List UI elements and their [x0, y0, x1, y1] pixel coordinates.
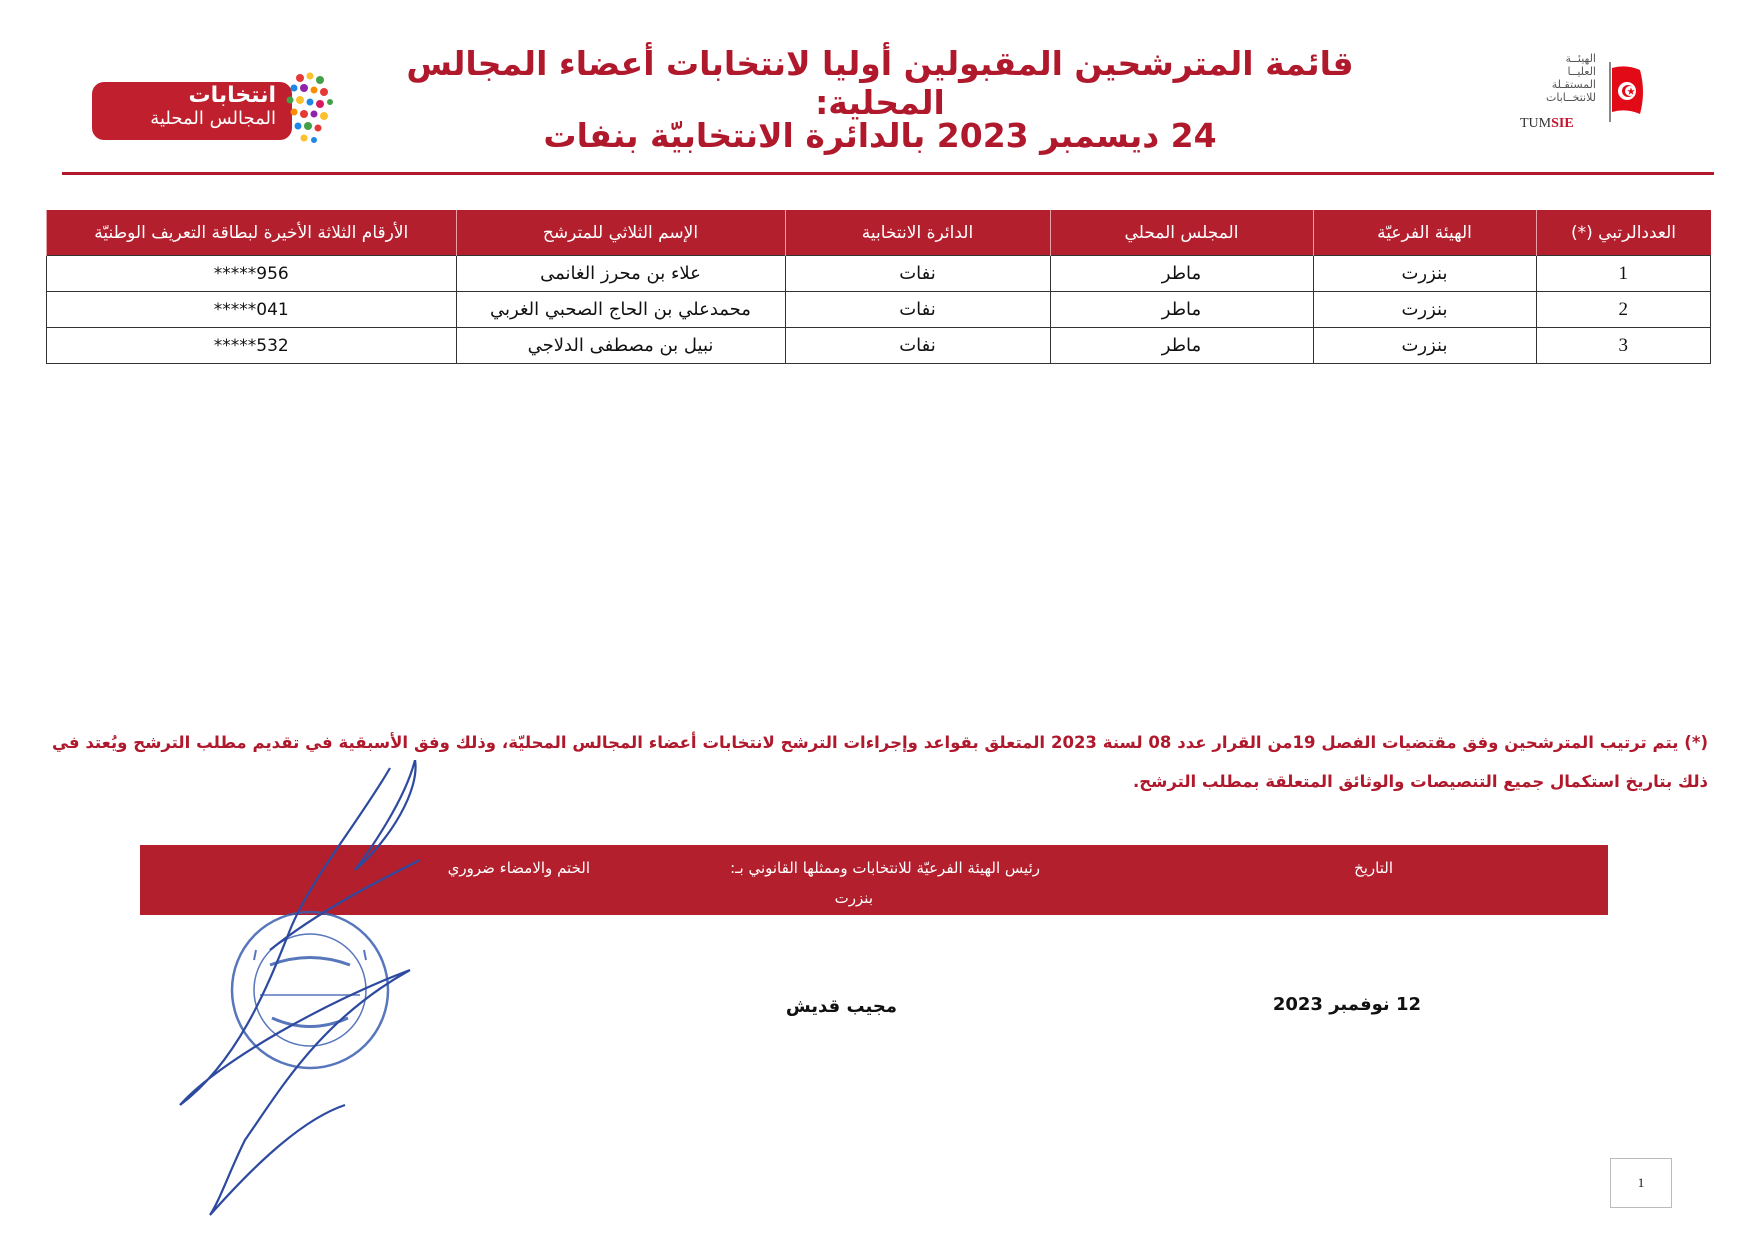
cell-branch: بنزرت [1313, 328, 1536, 364]
page-title-line-1: قائمة المترشحين المقبولين أوليا لانتخابات أعضاء المجالس المحلية: [406, 44, 1354, 122]
president-location: بنزرت [834, 889, 873, 907]
cell-rank: 3 [1536, 328, 1711, 364]
ranking-footnote: (*) يتم ترتيب المترشحين وفق مقتضيات الفصل 19من القرار عدد 08 لسنة 2023 المتعلق بقواعد وإجراءات الترشح لانتخابات أعضاء المجالس المحليّة، وذلك وفق الأسبقية في تقديم مطلب الترشح ويُعتد في ذلك بتاريخ استكمال جميع التنصيصات والوثائق المتعلقة بمطلب الترشح. [52, 733, 1708, 791]
president-label: رئيس الهيئة الفرعيّة للانتخابات وممثلها القانوني بـ: [730, 859, 1040, 877]
cell-council: ماطر [1050, 256, 1313, 292]
cell-district: نفات [785, 256, 1050, 292]
isie-logo-sie: SIE [1551, 116, 1574, 131]
page-title-line-2: 24 ديسمبر 2023 بالدائرة الانتخابيّة بنفات [543, 116, 1217, 155]
elections-logo-line-1: انتخابات [188, 83, 276, 108]
cell-district: نفات [785, 292, 1050, 328]
cell-council: ماطر [1050, 328, 1313, 364]
col-header-id: الأرقام الثلاثة الأخيرة لبطاقة التعريف الوطنيّة [47, 210, 457, 256]
table-row [47, 292, 1711, 328]
elections-logo-line-2: المجالس المحلية [150, 108, 276, 129]
isie-logo-line-4: للانتخــابات [1546, 91, 1596, 104]
isie-logo-line-3: المستقـلة [1551, 78, 1596, 91]
table-header-row [47, 210, 1711, 256]
page-number: 1 [1610, 1158, 1672, 1208]
cell-district: نفات [785, 328, 1050, 364]
candidates-table [46, 210, 1711, 364]
col-header-name: الإسم الثلاثي للمترشح [456, 210, 785, 256]
col-header-district: الدائرة الانتخابية [785, 210, 1050, 256]
cell-id: *****041 [47, 292, 457, 328]
isie-logo-tum: TUM [1520, 116, 1552, 131]
cell-name: نبيل بن مصطفى الدلاجي [456, 328, 785, 364]
isie-logo-acronym [1520, 116, 1574, 132]
cell-branch: بنزرت [1313, 292, 1536, 328]
mosaic-map-icon [280, 70, 342, 150]
cell-branch: بنزرت [1313, 256, 1536, 292]
header-divider [62, 172, 1714, 175]
isie-logo-line-2: العليــا [1567, 65, 1596, 78]
isie-logo-line-1: الهيئــة [1565, 52, 1596, 65]
cell-name: علاء بن محرز الغانمى [456, 256, 785, 292]
col-header-rank: العددالرتبي (*) [1536, 210, 1711, 256]
president-name: مجيب قديش [785, 996, 897, 1017]
local-elections-logo [92, 70, 342, 150]
official-stamp-and-signature [160, 760, 460, 1220]
cell-rank: 2 [1536, 292, 1711, 328]
date-label: التاريخ [1354, 859, 1393, 877]
cell-rank: 1 [1536, 256, 1711, 292]
table-row [47, 256, 1711, 292]
col-header-branch: الهيئة الفرعيّة [1313, 210, 1536, 256]
tunisia-flag-icon [1604, 62, 1648, 122]
cell-id: *****956 [47, 256, 457, 292]
isie-logo [1508, 48, 1658, 148]
cell-name: محمدعلي بن الحاج الصحبي الغربي [456, 292, 785, 328]
col-header-council: المجلس المحلي [1050, 210, 1313, 256]
signature-date: 12 نوفمبر 2023 [1272, 994, 1421, 1015]
table-row [47, 328, 1711, 364]
cell-council: ماطر [1050, 292, 1313, 328]
cell-id: *****532 [47, 328, 457, 364]
stamp-label: الختم والامضاء ضروري [447, 859, 590, 877]
